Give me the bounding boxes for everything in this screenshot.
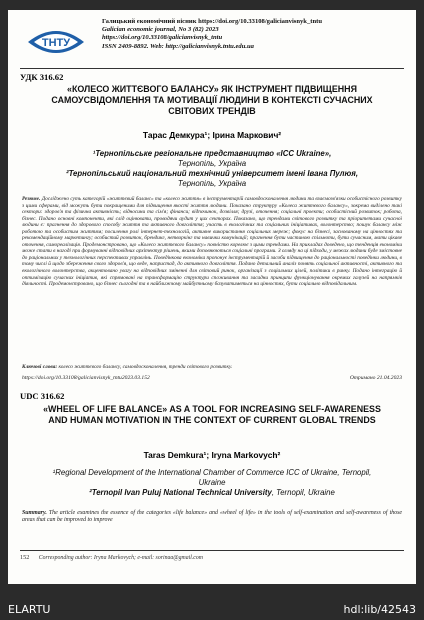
udc-ua: УДК 316.62 [20,72,64,82]
logo-text: ТНТУ [41,37,71,49]
affil1-ua-city: Тернопіль, Україна [177,159,247,168]
article-doi[interactable]: https://doi.org/10.33108/galicianvisnyk_tntu2023.03.152 [22,375,150,381]
summary-text: The article examines the essence of the categories «life balance» and «wheel of life» in the tools of self-examination and self-awareness of those areas that can be improved to improve [22,510,402,524]
authors-ua: Тарас Демкура¹; Ірина Маркович² [142,130,282,140]
title-ua: «КОЛЕСО ЖИТТЄВОГО БАЛАНСУ» ЯК ІНСТРУМЕНТ ПІДВИЩЕННЯ САМОУСВІДОМЛЕННЯ ТА МОТИВАЦІЇ ЛЮДИНИ В КОНТЕКСТІ СУЧАСНИХ СВІТОВИХ ТРЕНДІВ [51,84,373,116]
authors-en: Taras Demkura¹; Iryna Markovych² [143,450,281,460]
paper-page [8,10,416,584]
udc-en: UDC 316.62 [20,391,65,401]
affil2-en-city: , Ternopil, Ukraine [271,488,335,497]
handle-id: hdl:lib/42543 [343,603,416,616]
journal-issue: Galician economic journal, No 3 (82) 2023 [102,26,219,34]
affil1-en: ¹Regional Development of the International Chamber of Commerce ICC of Ukraine, Ternopil, Ukraine [52,468,372,487]
journal-doi: https://doi.org/10.33108/galicianvisnyk_tntu [102,34,223,42]
repository-name: ELARTU [8,603,51,616]
affil2-ua: ²Тернопільський національний технічний університет імені Івана Пулюя, [65,169,359,178]
journal-info [102,18,402,51]
title-en: «WHEEL OF LIFE BALANCE» AS A TOOL FOR INCREASING SELF-AWARENESS AND HUMAN MOTIVATION IN THE CONTEXT OF CURRENT GLOBAL TRENDS [43,404,381,425]
university-logo-icon [26,24,86,60]
abstract-ua [22,196,402,364]
affil1-ua: ¹Тернопільське регіональне представництво «ICC Ukraine», [92,149,332,158]
keywords-ua [22,364,402,371]
affiliations-en [48,468,376,498]
corresponding-author: Corresponding author: Iryna Markovych; e-mail: sorinaa@gmail.com [38,555,203,561]
page-number: 152 [20,554,30,561]
journal-title: Галицький економічний вісник https://doi.org/10.33108/galicianvisnyk_tntu [102,18,322,25]
doi-row [22,375,402,381]
abstract-text: Досліджено суть категорій «життєвий баланс» та «колесо життя» в інструментарій самовдосконалення людини та взаємозв'язки особистісного розвитку з цими сферами, від можуть бути покращеними для підвищення якості життя людини. Показано структуру «Колеса життєвого балансу», зокрема виділено такі сектори: здоров'я та фізична активність; відносини та сім'я; фінанси; відпочинок, дозвілля; друзі, оточення; соціальні проекти; особистісний розвиток; робота, бізнес. Подано основні компоненти, які слід оцінювати, проводячи аудит у цих секторах. Показано, що трендами світового розвитку та пріоритетами сучасної людини є: прагнення до здорового способу життя та активного довголіття; участь в екологічних та соціальних ініціативах, волонтерство; пошук балансу між роботою та особистим життям; посилення ролі інтернет-технологій, активне використання соціальних мереж; фокус на бізнесі, заснованому на цінностях та рекомендаційному маркетингу; особистий розвиток, брендинг, нетворкінг та навички комунікації; прагнення бути частиною спільноти, бути сучасним, мати цікаве оточення, самореалізація. Продемонстровано, що «Колесо життєвого балансу» повністю корелює з цими трендами. На прикладах доведено, що тенденція економіки може стати в нагоді при формуванні відповідних архітектур рішень, якими доповнюються соціальні програми. З огляду на ці підходи, у межах людини буде змістовне до раціональних у технологічних перспективах управлінь. Поведінкова економіка пропонує інструментарій й засоби підвищення до раціональності поведінки людини, в тому числі й щодо збереження свого здоров'я, що веде, напристад, до активного довголіття. Подано детальний аналіз понять соціальної активності, активного та екологічного волонтерства, акцентовано увагу на відповідних зміненні для світовий ринок, організації з соціальних цілей, політики в ринку. Подано інтеграцію й оптимізацію сучасних ініціатив, які спрямовані на трансформацію структури споживання та засадни принципи функціонування окремих галузей на напрямків діяльності. Продемонстровано, що бізнес сьогодні та в найближчому майбутньому базуватиметься на цінностях, бути соціально відповідальним. [22,196,402,288]
footer-divider [20,550,404,551]
page-footer [20,554,404,561]
journal-issn: ISSN 2409-8892. Web: http://galicianvisnyk.tntu.edu.ua [102,42,254,50]
summary-label: Summary. [22,510,47,516]
abstract-label: Резюме. [22,196,41,202]
summary-en [22,510,402,525]
affil2-ua-city: Тернопіль, Україна [177,179,247,188]
keywords-text: колесо життєвого балансу, самовдосконалення, тренди світового розвитку. [58,364,233,370]
affil2-en: ²Ternopil Ivan Puluj National Technical University [89,488,272,497]
affiliations-ua [48,149,376,189]
journal-header [20,16,404,68]
received-date: Отримано 21.04.2023 [349,375,402,381]
keywords-label: Ключові слова: [22,364,58,370]
header-divider [20,68,404,69]
